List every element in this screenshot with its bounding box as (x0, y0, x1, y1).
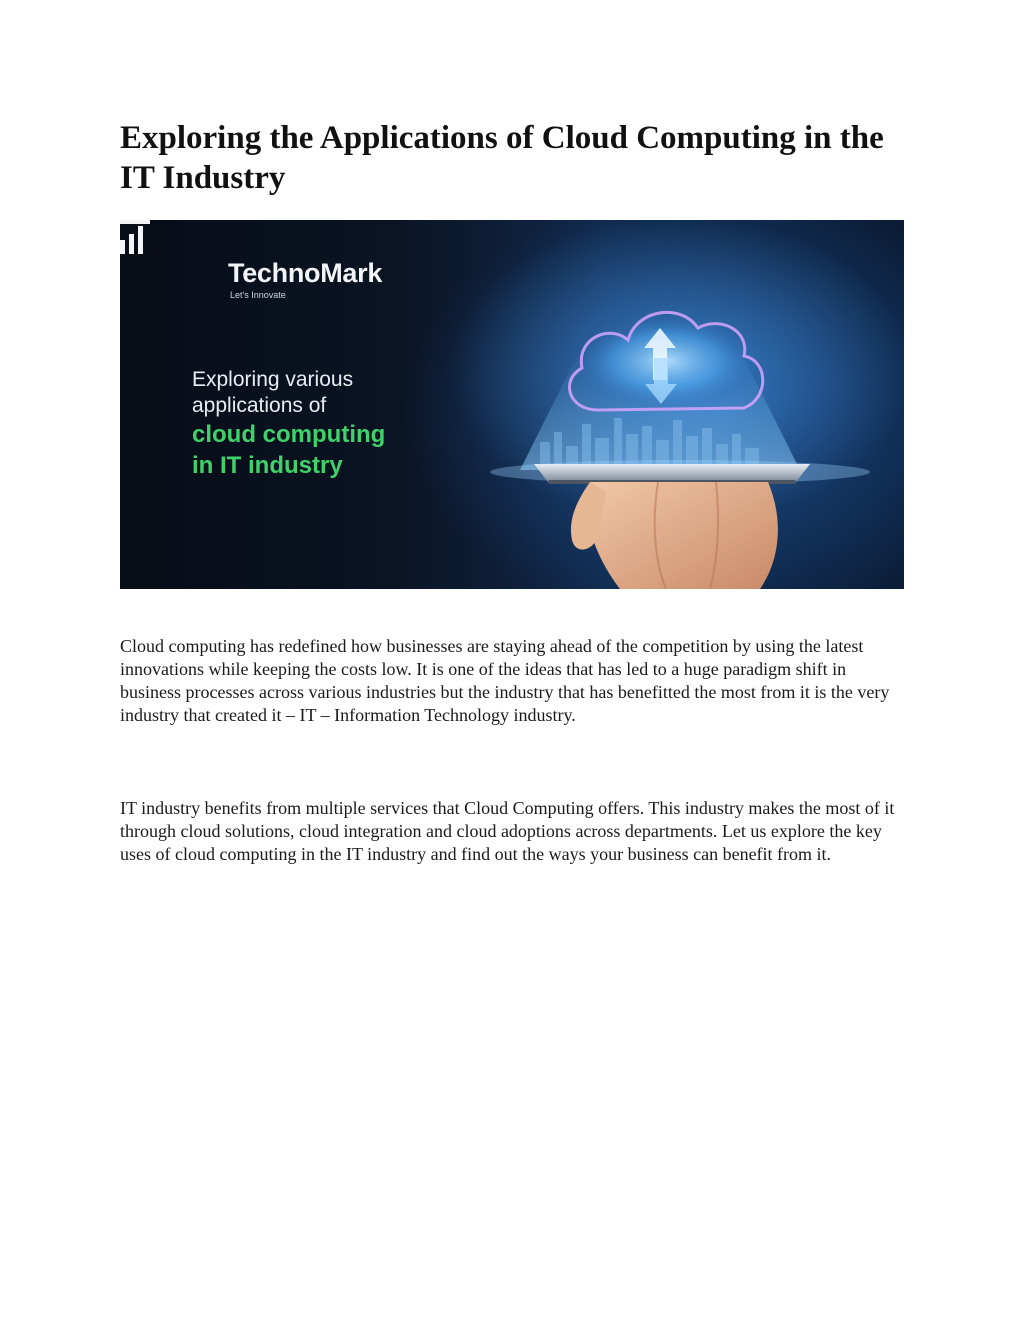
banner-heading-line-4: in IT industry (192, 452, 343, 479)
banner-heading-line-2: applications of (192, 394, 327, 417)
banner-heading-line-1: Exploring various (192, 368, 354, 391)
cloud-upload-download-icon (569, 312, 762, 410)
page-title: Exploring the Applications of Cloud Computing in the IT Industry (120, 120, 884, 196)
benefits-paragraph: IT industry benefits from multiple services that Cloud Computing offers. This industry makes the most of it through cloud solutions, cloud integration and cloud adoptions across departments. Let us explore the key uses of cloud computing in the IT industry and find out the ways your business can benefit from it. (120, 798, 895, 864)
hero-banner (120, 220, 904, 589)
intro-paragraph: Cloud computing has redefined how businesses are staying ahead of the competition by using the latest innovations while keeping the costs low. It is one of the ideas that has led to a huge paradigm shift in business processes across various industries but the industry that has benefitted the most from it is the very industry that created it – IT – Information Technology industry. (120, 636, 890, 725)
brand-tagline: Let's Innovate (230, 290, 286, 300)
banner-heading-line-3: cloud computing (192, 421, 386, 448)
brand-name: TechnoMark (228, 258, 383, 288)
hand-illustration (571, 482, 778, 589)
bar-chart-logo-icon (120, 220, 150, 254)
